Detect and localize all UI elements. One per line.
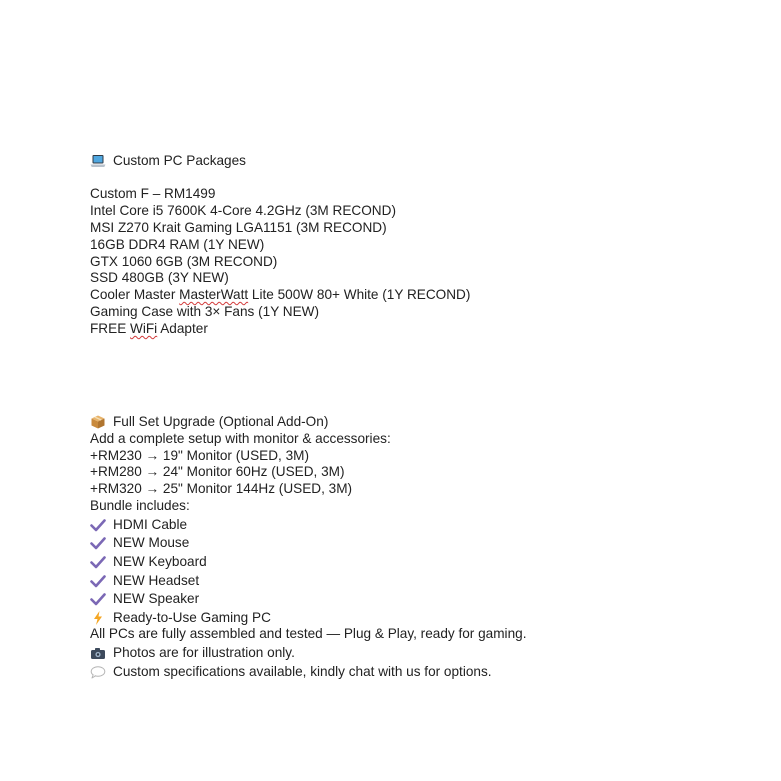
bundle-item <box>90 516 187 533</box>
bundle-item <box>90 590 199 607</box>
spellcheck-word: MasterWatt <box>179 287 249 302</box>
upgrade-option-24: +RM280 → 24" Monitor 60Hz (USED, 3M) <box>90 464 345 479</box>
spec-motherboard: MSI Z270 Krait Gaming LGA1151 (3M RECOND) <box>90 220 387 235</box>
bundle-item-text: NEW Keyboard <box>113 554 207 569</box>
spellcheck-word: WiFi <box>130 321 158 336</box>
check-icon <box>90 535 106 551</box>
photos-note <box>90 644 295 661</box>
spec-psu-suffix: Lite 500W 80+ White (1Y RECOND) <box>248 287 471 302</box>
packages-header <box>90 152 246 169</box>
custom-note <box>90 663 492 680</box>
spec-wifi-prefix: FREE <box>90 321 131 336</box>
upgrade-header <box>90 413 328 430</box>
bundle-item-text: NEW Headset <box>113 573 200 588</box>
bundle-item-text: NEW Speaker <box>113 591 200 606</box>
spec-psu-prefix: Cooler Master <box>90 287 180 302</box>
camera-icon <box>90 645 106 661</box>
spec-ram: 16GB DDR4 RAM (1Y NEW) <box>90 237 265 252</box>
laptop-icon <box>90 153 106 169</box>
spec-case: Gaming Case with 3× Fans (1Y NEW) <box>90 304 320 319</box>
custom-text: Custom specifications available, kindly chat with us for options. <box>113 664 492 679</box>
spec-cpu: Intel Core i5 7600K 4-Core 4.2GHz (3M RECOND) <box>90 203 396 218</box>
upgrade-intro: Add a complete setup with monitor & accessories: <box>90 431 391 446</box>
package-title: Custom F – RM1499 <box>90 186 216 201</box>
spec-gpu: GTX 1060 6GB (3M RECOND) <box>90 254 278 269</box>
check-icon <box>90 573 106 589</box>
spec-wifi-suffix: Adapter <box>157 321 208 336</box>
packages-header-text: Custom PC Packages <box>113 153 246 168</box>
upgrade-header-text: Full Set Upgrade (Optional Add-On) <box>113 414 329 429</box>
bundle-item <box>90 534 189 551</box>
upgrade-option-25: +RM320 → 25" Monitor 144Hz (USED, 3M) <box>90 481 353 496</box>
bundle-item <box>90 553 207 570</box>
package-icon <box>90 414 106 430</box>
bundle-item-text: NEW Mouse <box>113 535 190 550</box>
check-icon <box>90 554 106 570</box>
ready-text: Ready-to-Use Gaming PC <box>113 610 271 625</box>
bundle-label: Bundle includes: <box>90 498 190 513</box>
spec-psu <box>90 286 470 303</box>
bundle-item <box>90 572 199 589</box>
spec-wifi <box>90 320 208 337</box>
bundle-item-text: HDMI Cable <box>113 517 188 532</box>
speech-bubble-icon <box>90 664 106 680</box>
spec-ssd: SSD 480GB (3Y NEW) <box>90 270 229 285</box>
assembled-note: All PCs are fully assembled and tested — Plug & Play, ready for gaming. <box>90 626 527 641</box>
check-icon <box>90 591 106 607</box>
ready-line <box>90 609 271 626</box>
photos-text: Photos are for illustration only. <box>113 645 295 660</box>
upgrade-option-19: +RM230 → 19" Monitor (USED, 3M) <box>90 448 309 463</box>
lightning-icon <box>90 610 106 626</box>
check-icon <box>90 517 106 533</box>
